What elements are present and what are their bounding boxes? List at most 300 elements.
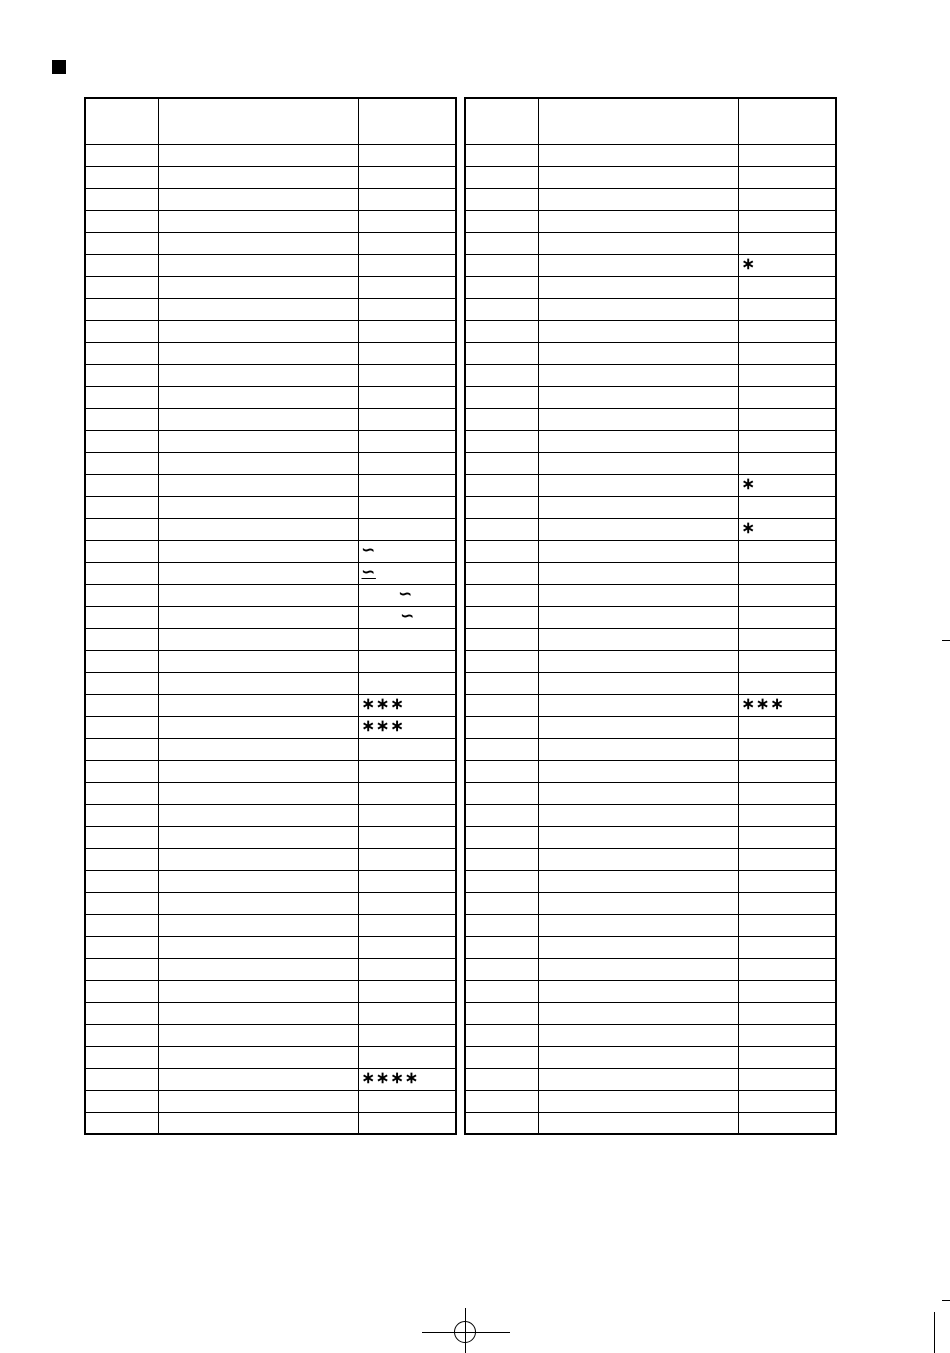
left-table-cell	[158, 166, 358, 188]
right-table-row	[465, 650, 836, 672]
left-table-cell	[85, 738, 158, 760]
left-table-row	[85, 364, 456, 386]
right-table-cell	[465, 210, 538, 232]
left-table-cell	[158, 188, 358, 210]
left-table-cell	[358, 1090, 456, 1112]
right-table-row	[465, 210, 836, 232]
right-table-cell	[465, 408, 538, 430]
left-table-cell	[158, 276, 358, 298]
right-table-cell	[465, 1002, 538, 1024]
left-table-cell	[85, 430, 158, 452]
right-table-cell	[738, 1024, 836, 1046]
right-table-row	[465, 320, 836, 342]
left-table-cell	[158, 650, 358, 672]
left-table-cell	[358, 716, 456, 738]
right-table-cell	[738, 144, 836, 166]
right-table-cell	[538, 672, 738, 694]
left-table-cell	[358, 892, 456, 914]
right-table-cell	[465, 826, 538, 848]
left-table-row	[85, 320, 456, 342]
left-table-header-cell	[158, 98, 358, 144]
right-table-row	[465, 408, 836, 430]
left-table-mark: ∽	[361, 564, 376, 581]
left-table-cell	[158, 760, 358, 782]
left-table-row	[85, 980, 456, 1002]
left-table-row	[85, 694, 456, 716]
left-table-cell	[358, 298, 456, 320]
right-table-cell	[538, 958, 738, 980]
left-table-row	[85, 826, 456, 848]
right-table-cell	[738, 716, 836, 738]
crop-mark	[934, 1312, 935, 1353]
left-table-cell	[358, 518, 456, 540]
right-table-cell	[738, 562, 836, 584]
right-table-cell	[465, 892, 538, 914]
right-table-cell	[538, 232, 738, 254]
right-table-cell	[538, 892, 738, 914]
left-table-cell	[358, 254, 456, 276]
right-table-cell	[738, 782, 836, 804]
left-table-row	[85, 760, 456, 782]
right-table-row	[465, 1090, 836, 1112]
right-table-cell	[538, 1024, 738, 1046]
left-table-cell	[85, 650, 158, 672]
left-table-row	[85, 188, 456, 210]
right-table-cell	[738, 408, 836, 430]
left-table-cell	[158, 562, 358, 584]
right-table-cell	[465, 298, 538, 320]
left-table-mark: ∽	[361, 542, 376, 559]
left-table-cell	[358, 1112, 456, 1134]
right-table-row	[465, 914, 836, 936]
right-table-header-cell	[465, 98, 538, 144]
right-table-cell	[738, 342, 836, 364]
left-table-cell	[158, 518, 358, 540]
left-table-row	[85, 496, 456, 518]
left-table-row	[85, 474, 456, 496]
left-table-cell	[85, 980, 158, 1002]
left-table-row	[85, 936, 456, 958]
right-table-row	[465, 782, 836, 804]
left-table-cell	[358, 166, 456, 188]
right-table-cell	[538, 1090, 738, 1112]
right-table-row	[465, 826, 836, 848]
left-table-cell	[85, 518, 158, 540]
left-table-cell	[358, 804, 456, 826]
left-table-cell	[85, 892, 158, 914]
right-table-cell	[538, 540, 738, 562]
right-table-cell	[465, 254, 538, 276]
right-table-cell	[465, 474, 538, 496]
right-table-cell	[738, 188, 836, 210]
left-table-cell	[358, 584, 456, 606]
right-table-cell	[738, 848, 836, 870]
left-table-cell	[158, 672, 358, 694]
right-table-row	[465, 1068, 836, 1090]
left-table-cell	[158, 606, 358, 628]
left-table-cell	[85, 210, 158, 232]
right-table-row	[465, 474, 836, 496]
left-table-cell	[358, 694, 456, 716]
right-table-header-cell	[538, 98, 738, 144]
left-table-cell	[158, 782, 358, 804]
right-table-row	[465, 166, 836, 188]
right-table-cell	[465, 716, 538, 738]
left-table-header-row	[85, 98, 456, 144]
left-table-cell	[158, 892, 358, 914]
right-table-cell	[538, 144, 738, 166]
right-table-cell	[738, 870, 836, 892]
right-table-cell	[465, 342, 538, 364]
right-table-cell	[465, 628, 538, 650]
left-table-cell	[158, 914, 358, 936]
left-table-cell	[158, 386, 358, 408]
right-table-cell	[538, 760, 738, 782]
right-table-cell	[738, 232, 836, 254]
right-table-cell	[538, 1068, 738, 1090]
right-table-row	[465, 716, 836, 738]
right-table-cell	[538, 276, 738, 298]
right-table-cell	[538, 1046, 738, 1068]
left-table-row	[85, 276, 456, 298]
right-table-cell	[465, 650, 538, 672]
section-bullet-icon	[52, 60, 66, 74]
right-table-cell	[738, 738, 836, 760]
left-table-mark: ∗∗∗	[361, 718, 405, 735]
left-table-cell	[85, 672, 158, 694]
left-table-cell	[85, 540, 158, 562]
right-table-row	[465, 232, 836, 254]
left-table-cell	[158, 364, 358, 386]
left-table-mark: ∗∗∗	[361, 696, 405, 713]
left-table-cell	[158, 870, 358, 892]
right-table-cell	[538, 166, 738, 188]
left-table-cell	[85, 848, 158, 870]
left-table-row	[85, 584, 456, 606]
right-table-cell	[538, 782, 738, 804]
right-table-row	[465, 694, 836, 716]
left-table-cell	[358, 408, 456, 430]
right-table-cell	[738, 364, 836, 386]
right-table-row	[465, 958, 836, 980]
right-table-cell	[465, 540, 538, 562]
left-table-cell	[358, 1046, 456, 1068]
left-table-cell	[85, 694, 158, 716]
left-table-row	[85, 518, 456, 540]
left-table-cell	[158, 848, 358, 870]
left-table-cell	[85, 320, 158, 342]
left-table-row	[85, 254, 456, 276]
right-table-cell	[538, 430, 738, 452]
left-table-row	[85, 1046, 456, 1068]
left-table-cell	[358, 650, 456, 672]
right-table-row	[465, 1112, 836, 1134]
left-table-cell	[158, 452, 358, 474]
left-table-cell	[85, 1002, 158, 1024]
left-table-cell	[358, 232, 456, 254]
right-table-row	[465, 980, 836, 1002]
left-table-cell	[358, 540, 456, 562]
right-table-row	[465, 1002, 836, 1024]
right-table-cell	[738, 628, 836, 650]
right-table-cell	[538, 342, 738, 364]
left-table-cell	[85, 782, 158, 804]
right-table-cell	[538, 826, 738, 848]
left-table-cell	[85, 166, 158, 188]
left-table-row	[85, 650, 456, 672]
right-table-cell	[465, 430, 538, 452]
left-table-cell	[158, 342, 358, 364]
right-table-cell	[465, 672, 538, 694]
left-table-cell	[158, 936, 358, 958]
right-table-row	[465, 738, 836, 760]
left-table-cell	[358, 276, 456, 298]
right-table-cell	[738, 474, 836, 496]
right-table-row	[465, 540, 836, 562]
left-table-cell	[358, 144, 456, 166]
right-table-cell	[465, 958, 538, 980]
right-table-cell	[738, 386, 836, 408]
right-table-cell	[738, 518, 836, 540]
right-table-cell	[465, 936, 538, 958]
right-table-cell	[465, 452, 538, 474]
right-table-cell	[738, 584, 836, 606]
right-table-cell	[538, 320, 738, 342]
right-table-cell	[538, 628, 738, 650]
right-table-cell	[538, 936, 738, 958]
left-table-cell	[158, 298, 358, 320]
left-table-cell	[358, 848, 456, 870]
right-table-cell	[738, 672, 836, 694]
left-table-cell	[85, 958, 158, 980]
left-table-row	[85, 452, 456, 474]
right-table-cell	[465, 1068, 538, 1090]
right-table-row	[465, 672, 836, 694]
right-table-cell	[738, 210, 836, 232]
left-table-cell	[358, 188, 456, 210]
right-table-row	[465, 364, 836, 386]
left-table-row	[85, 1024, 456, 1046]
right-table-cell	[738, 958, 836, 980]
left-table-cell	[358, 452, 456, 474]
left-table-header-cell	[358, 98, 456, 144]
left-table-cell	[158, 1090, 358, 1112]
right-table-row	[465, 518, 836, 540]
left-table-row	[85, 914, 456, 936]
left-table-cell	[85, 584, 158, 606]
left-table-cell	[158, 958, 358, 980]
right-table-cell	[538, 210, 738, 232]
right-table-cell	[738, 650, 836, 672]
right-table-row	[465, 804, 836, 826]
left-table-cell	[85, 408, 158, 430]
right-table-cell	[538, 298, 738, 320]
left-table-row	[85, 408, 456, 430]
right-table-cell	[738, 892, 836, 914]
left-table-cell	[158, 716, 358, 738]
left-table-cell	[358, 870, 456, 892]
left-table-cell	[85, 144, 158, 166]
left-table-cell	[85, 1068, 158, 1090]
left-table-cell	[85, 452, 158, 474]
right-table-cell	[738, 320, 836, 342]
right-table-row	[465, 144, 836, 166]
right-table-row	[465, 276, 836, 298]
left-table-mark: ∗∗∗∗	[361, 1070, 420, 1087]
right-table-row	[465, 892, 836, 914]
right-table-cell	[738, 936, 836, 958]
left-table-mark: ∽	[398, 586, 413, 603]
right-table-cell	[738, 430, 836, 452]
left-table-cell	[358, 628, 456, 650]
right-table-cell	[465, 870, 538, 892]
right-table-row	[465, 386, 836, 408]
right-table-cell	[738, 452, 836, 474]
left-table-cell	[85, 760, 158, 782]
right-table-cell	[538, 474, 738, 496]
left-table-cell	[158, 738, 358, 760]
right-table-cell	[538, 584, 738, 606]
left-table-cell	[158, 408, 358, 430]
left-table-cell	[358, 320, 456, 342]
left-table-cell	[358, 386, 456, 408]
right-table-cell	[538, 496, 738, 518]
left-table-cell	[85, 804, 158, 826]
left-table-cell	[358, 936, 456, 958]
left-table-cell	[158, 540, 358, 562]
left-table-cell	[358, 342, 456, 364]
left-table-row	[85, 782, 456, 804]
left-table-row	[85, 848, 456, 870]
right-table-cell	[538, 870, 738, 892]
right-table-header-row	[465, 98, 836, 144]
right-table-cell	[538, 562, 738, 584]
left-table-row	[85, 144, 456, 166]
left-table-cell	[158, 628, 358, 650]
right-table-cell	[465, 606, 538, 628]
left-table-cell	[358, 782, 456, 804]
right-table-cell	[538, 386, 738, 408]
right-table-cell	[465, 188, 538, 210]
left-table-cell	[85, 364, 158, 386]
left-table-row	[85, 606, 456, 628]
left-table-row	[85, 430, 456, 452]
right-table-cell	[465, 386, 538, 408]
right-table-row	[465, 496, 836, 518]
left-table-cell	[158, 980, 358, 1002]
left-table-cell	[158, 694, 358, 716]
right-table-cell	[465, 496, 538, 518]
right-table-cell	[738, 760, 836, 782]
left-table-cell	[85, 606, 158, 628]
right-table-row	[465, 254, 836, 276]
left-table-cell	[85, 188, 158, 210]
right-table-row	[465, 188, 836, 210]
right-table-row	[465, 298, 836, 320]
crop-mark	[942, 1300, 950, 1301]
crop-mark	[942, 640, 950, 641]
left-table-cell	[358, 914, 456, 936]
right-table-cell	[538, 606, 738, 628]
left-table-cell	[85, 276, 158, 298]
left-table-cell	[158, 804, 358, 826]
right-table-cell	[738, 804, 836, 826]
left-table-cell	[158, 1046, 358, 1068]
left-table-cell	[158, 474, 358, 496]
right-table-row	[465, 1024, 836, 1046]
left-table-cell	[158, 496, 358, 518]
left-table-cell	[358, 606, 456, 628]
right-table-cell	[538, 518, 738, 540]
right-table-cell	[465, 804, 538, 826]
right-table-cell	[465, 738, 538, 760]
left-table-cell	[158, 1002, 358, 1024]
right-table-row	[465, 870, 836, 892]
right-table-cell	[738, 694, 836, 716]
right-table-cell	[465, 144, 538, 166]
right-table-cell	[465, 1024, 538, 1046]
left-table-cell	[358, 1068, 456, 1090]
right-table-cell	[465, 232, 538, 254]
right-table-cell	[538, 848, 738, 870]
left-table-header-cell	[85, 98, 158, 144]
left-table-cell	[85, 386, 158, 408]
right-table-cell	[738, 276, 836, 298]
left-table-mark: ∽	[400, 608, 415, 625]
right-table-cell	[738, 914, 836, 936]
left-table-cell	[358, 980, 456, 1002]
left-table-row	[85, 870, 456, 892]
right-table-cell	[538, 716, 738, 738]
left-table-cell	[85, 1024, 158, 1046]
left-table-cell	[85, 496, 158, 518]
left-table-cell	[358, 364, 456, 386]
right-table-cell	[738, 540, 836, 562]
left-table-cell	[85, 716, 158, 738]
right-table-cell	[538, 694, 738, 716]
left-table-cell	[85, 232, 158, 254]
right-table-row	[465, 936, 836, 958]
right-table-cell	[738, 606, 836, 628]
left-table-cell	[85, 298, 158, 320]
left-table-cell	[85, 936, 158, 958]
right-table-cell	[538, 914, 738, 936]
right-table-row	[465, 760, 836, 782]
right-table-mark: ∗	[741, 256, 756, 273]
left-table-row	[85, 628, 456, 650]
left-table-row	[85, 232, 456, 254]
left-table-row	[85, 716, 456, 738]
right-table-cell	[538, 738, 738, 760]
right-table-cell	[465, 320, 538, 342]
right-table-cell	[465, 1046, 538, 1068]
right-table-cell	[538, 452, 738, 474]
right-table-cell	[738, 496, 836, 518]
left-table-cell	[358, 1024, 456, 1046]
right-table-cell	[465, 562, 538, 584]
left-table-cell	[358, 958, 456, 980]
right-table-row	[465, 584, 836, 606]
left-table-cell	[85, 870, 158, 892]
left-table-cell	[85, 826, 158, 848]
right-table-cell	[738, 1090, 836, 1112]
left-table-cell	[358, 430, 456, 452]
right-table-row	[465, 342, 836, 364]
left-table	[84, 97, 457, 1135]
left-table-cell	[85, 628, 158, 650]
right-table-cell	[738, 1002, 836, 1024]
left-table-cell	[158, 826, 358, 848]
